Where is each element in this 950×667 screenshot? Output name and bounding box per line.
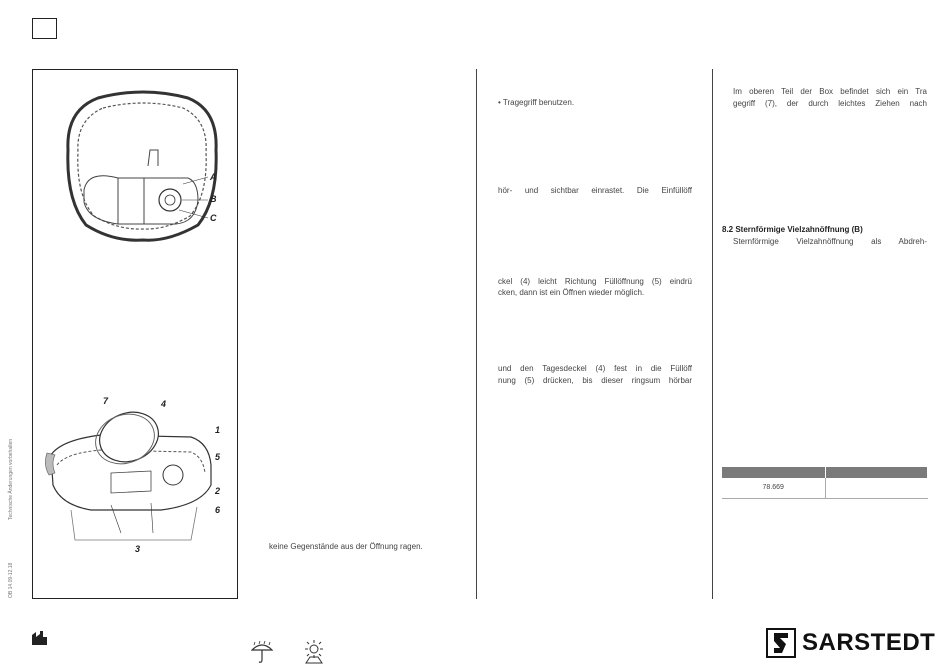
box-perspective-figure <box>41 395 221 545</box>
table-header-cell <box>825 467 928 478</box>
col1-bottom-text: keine Gegenstände aus der Öffnung ragen. <box>269 542 423 551</box>
figure-label-c: C <box>210 213 217 223</box>
col2-bullet: • Tragegriff benutzen. <box>498 98 575 107</box>
language-marker-box <box>32 18 57 39</box>
col3-paragraph-1-line-2: gegriff (7), der durch leichtes Ziehen nach <box>733 99 927 108</box>
col2-paragraph-3-line-1: und den Tagesdeckel (4) fest in die Füllöff <box>498 364 692 373</box>
sarstedt-logo-mark <box>766 628 796 658</box>
keep-dry-icon <box>251 640 273 664</box>
protect-from-sunlight-icon <box>302 639 326 665</box>
technical-changes-note: Technische Änderungen vorbehalten <box>8 438 14 520</box>
figure-label-b: B <box>210 194 217 204</box>
sarstedt-logo <box>766 628 935 658</box>
figure-label-3: 3 <box>135 544 141 554</box>
section-8-2-heading: 8.2 Sternförmige Vielzahnöffnung (B) <box>722 225 863 234</box>
col2-paragraph-2-line-2: cken, dann ist ein Öffnen wieder möglich. <box>498 288 645 297</box>
table-header-row <box>722 467 928 478</box>
table-row <box>722 478 928 498</box>
figure-label-2: 2 <box>215 486 221 496</box>
col2-paragraph-1: hör- und sichtbar einrastet. Die Einfüllöff <box>498 186 692 195</box>
brand-name: SARSTEDT <box>802 629 936 656</box>
figure-label-1: 1 <box>215 425 221 435</box>
col3-paragraph-1-line-1: Im oberen Teil der Box befindet sich ein Tra <box>733 87 927 96</box>
figure-label-4: 4 <box>161 399 167 409</box>
col2-paragraph-3-line-2: nung (5) drücken, bis dieser ringsum hörbar <box>498 376 692 385</box>
table-header-cell <box>722 467 825 478</box>
figure-label-7: 7 <box>103 396 109 406</box>
column-divider-1 <box>476 69 477 599</box>
column-divider-2 <box>712 69 713 599</box>
lid-top-view-figure <box>58 90 228 250</box>
article-number-cell: 78.669 <box>722 478 825 498</box>
figure-frame <box>32 69 238 599</box>
document-code: OB 14.09-12.18 <box>8 562 14 598</box>
figure-label-5: 5 <box>215 452 221 462</box>
manufacturer-icon <box>32 631 47 645</box>
col2-paragraph-2-line-1: ckel (4) leicht Richtung Füllöffnung (5) eindrü <box>498 277 692 286</box>
col3-paragraph-2: Sternförmige Vielzahnöffnung als Abdreh- <box>733 237 927 246</box>
table-cell <box>825 478 928 498</box>
figure-label-a: A <box>210 172 217 182</box>
article-number-table <box>722 467 928 499</box>
figure-label-6: 6 <box>215 505 221 515</box>
